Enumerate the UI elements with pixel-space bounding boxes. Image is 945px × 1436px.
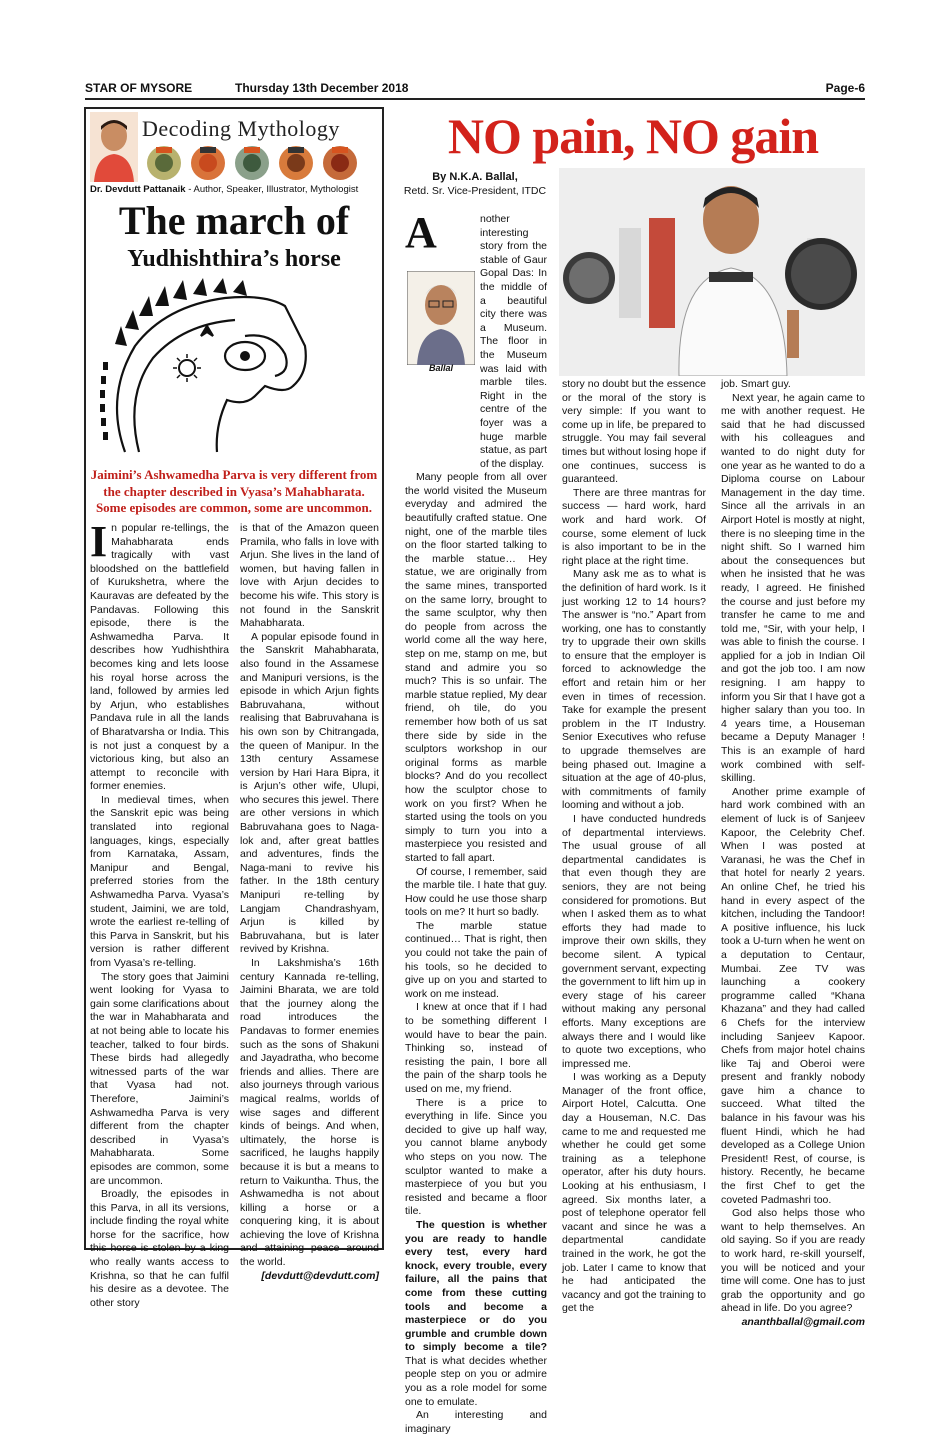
- publication-name: STAR OF MYSORE: [85, 81, 193, 95]
- paragraph: Many people from all over the world visited the Museum everyday and admired the beautifully crafted statue. One night, one of the marble tiles on the floor started talking to the marble statue… Hey statue, we are originally from the same mines, transported on the same lorry, brought to the same sculptor, why then do people from across the world come all the way here, step on me, stamp on me, but stand and admire you so much? This is so unfair. The marble statue replied, My dear friend, oh tile, do you remember how both of us sat there side by side in the sculptors workshop in our original forms as marble blocks? And do you recollect how the sculptor chose to work on you first? When he started using the tools on you simply to turn you into a masterpiece you resisted and started to fall apart.: [405, 471, 547, 864]
- issue-date: Thursday 13th December 2018: [235, 81, 409, 95]
- article-standfirst: Jaimini’s Ashwamedha Parva is very different from the chapter described in Vyasa’s Mahabharata. Some episodes are common, some are uncommon.: [90, 467, 378, 515]
- article-headline-no-pain: NO pain, NO gain: [447, 108, 819, 164]
- byline-name: By N.K.A. Ballal,: [432, 171, 518, 183]
- author-role: - Author, Speaker, Illustrator, Mythologist: [185, 184, 359, 195]
- paragraph: story no doubt but the essence or the moral of the story is very simple: If you want to come up in life, be prepared to struggle. You may fail several times but without losing hope if one continues, success is guaranteed.: [562, 378, 706, 486]
- paragraph: A popular episode found in the Sanskrit Mahabharata, also found in the Assamese and Manipuri versions, is the episode in which Arjun fights Babruvahana, without realising that Babruvahana is his own son by Chitrangada, the queen of Manipur. In the 13th century Assamese version by Hari Hara Bipra, it is Arjun’s other wife, Ulupi, who secures this jewel. There are other versions in which Babruvahana goes to Naga-lok and, after great battles and adventures, finds the Naga-mani to revive his father. In the 18th century Manipuri re-telling by Langjam Chandrashyam, Arjun is killed by Babruvahana, but is later revived by Krishna.: [240, 630, 379, 956]
- right-article-column-1: [405, 208, 547, 1436]
- drop-cap: I: [90, 517, 108, 566]
- left-article-column-1: [90, 517, 229, 1310]
- paragraph: Broadly, the episodes in this Parva, in all its versions, include finding the royal white horse for the sacrifice, how this horse is stolen by a king who really wants access to Krishna, so that he can fulfil his desire as a devotee. The other story: [90, 1188, 229, 1309]
- byline-role: Retd. Sr. Vice-President, ITDC: [403, 185, 547, 197]
- paragraph: Another prime example of hard work combined with an element of luck is of Sanjeev Kapoor, the Celebrity Chef. When I was posted at Varanasi, he was the Chef in that hotel for nearly 2 years. An online Chef, he tried his hand in every aspect of the kitchen, including the Tandoor! A positive influence, his luck took a U-turn when he went on a deputation to Centaur, Mumbai. Zee TV was launching a cookery programme called “Khana Khazana” and they had called 6 Chefs for the interview including Sanjeev Kapoor. Chefs from major hotel chains like Taj and Oberoi were present and frankly nobody gave him a chance to succeed. What tilted the balance in his favour was his fluent Hindi, which he had developed as a College Union President! Rest, of course, is history. Recently, he became the first Chef to get the coveted Padmashri too.: [721, 785, 865, 1206]
- author-portrait: [90, 112, 138, 182]
- paragraph: job. Smart guy.: [721, 378, 791, 390]
- horse-illustration: [95, 276, 355, 466]
- page-number: Page-6: [825, 81, 865, 95]
- kathakali-masks: [142, 142, 378, 184]
- paragraph: Many ask me as to what is the definition of hard work. Is it just working 12 to 14 hours? The answer is “no.” Apart from working, one has to constantly try to upgrade their own skills to ensure that the employer is forced to acknowledge the effort and retain him or her even in times of recession. Take for example the present problem in the IT Industry. Senior Executives who refuse to upgrade themselves are being phased out. Imagine a situation at the age of 40-plus, with commitments of family looming and without a job.: [562, 568, 706, 812]
- right-article-column-2: [562, 378, 706, 1316]
- paragraph: [405, 1219, 547, 1409]
- column-title: Decoding Mythology: [142, 116, 340, 141]
- photo-caption: Ballal: [428, 363, 453, 373]
- author-credit: [90, 184, 378, 195]
- article-headline: The march of: [118, 198, 350, 243]
- paragraph: God also helps those who want to help themselves. An old saying. So if you are ready to work hard, re-skill yourself, you will be noticed and your time will come. One has to just grab the opportunity and go ahead in life. Do you agree?: [721, 1207, 865, 1315]
- paragraph-text: That is what decides whether people step on you or admire you as a role model for some one to emulate.: [405, 1354, 547, 1408]
- paragraph: I knew at once that if I had to be something different I would have to bear the pain. Thinking so, instead of resisting the pain, I bore all the pain of the sharp tools he used on me, my friend.: [405, 1001, 547, 1095]
- paragraph: The marble statue continued… That is right, then you could not take the pain of his tools, so he decided to give up on you and started to work on me instead.: [405, 919, 547, 1000]
- paragraph: There is a price to everything in life. Since you decided to give up half way, you cannot blame anybody who steps on you now. The sculptor wanted to make a masterpiece of you but you resisted and became a floor tile.: [405, 1096, 547, 1218]
- masthead: [85, 80, 865, 100]
- paragraph: In medieval times, when the Sanskrit epic was being translated into regional languages, kings, especially from Karnataka, Assam, Manipur and Bengal, preferred stories from the Ashwamedha Parva. Vyasa’s student, Jaimini, we are told, wrote the earliest re-telling of this Parva in Sanskrit, but his version is rather different from Vyasa’s re-telling.: [90, 793, 229, 969]
- paragraph: is that of the Amazon queen Pramila, who falls in love with Arjun. She lives in the land of women, but having fallen in love with Arjun decides to become his wife. This story is not found in the Sanskrit Mahabharata.: [240, 522, 379, 630]
- author-email[interactable]: ananthballal@gmail.com: [741, 1315, 865, 1328]
- paragraph-text: n popular re-tellings, the Mahabharata ends tragically with vast bloodshed on the battlefield of Kurukshetra, where the Kauravas are defeated by the Pandavas. Following this episode, there is the Ashwamedha Parva. It describes how Yudhishthira becomes king and lets loose his royal horse across the land, followed by armies led by Arjun, who establishes Pandava rule in all the lands of Bharatvarsha or India. This is not just a conquest by a victorious king, but also an attempt to reconcile with former enemies.: [90, 522, 229, 793]
- lead-paragraph: [405, 208, 547, 471]
- paragraph: There are three mantras for success — hard work, hard work and hard work. Of course, some element of luck is also important to be in the right place at the right time.: [562, 486, 706, 567]
- paragraph: The story goes that Jaimini went looking for Vyasa to gain some clarifications about the war in Mahabharata and at not being able to locate his teacher, talked to four birds. These birds had allegedly witnessed parts of the war that Vyasa had not. Therefore, Jaimini’s Ashwamedha Parva is very different from the chapter described in Vyasa’s Mahabharata. Some episodes are common, some are uncommon.: [90, 970, 229, 1187]
- author-name: Dr. Devdutt Pattanaik: [90, 184, 186, 195]
- paragraph: An interesting and imaginary: [405, 1409, 547, 1435]
- left-article-column-2: [240, 522, 379, 1283]
- paragraph: I was working as a Deputy Manager of the front office, Airport Hotel, Calcutta. One day a Houseman, N.C. Das came to me and requested me whether he could get some training as a telephone operator, after his duty hours. Looking at his enthusiasm, I agreed. Six months later, a post of telephone operator fell vacant and since he was a departmental candidate trained in the work, he got the job. Later I came to know that he had anticipated the vacancy and got the training to get the: [562, 1071, 706, 1315]
- byline: [400, 170, 550, 198]
- paragraph: [90, 517, 229, 794]
- chef-photo: [559, 168, 865, 376]
- paragraph: Of course, I remember, said the marble tile. I hate that guy. How could he use those sharp tools on me? It hurt so badly.: [405, 865, 547, 919]
- bold-passage: The question is whether you are ready to handle every test, every hard knock, every trouble, every failure, all the pains that come from these cutting tools and become a masterpiece or do you grumble and crumble down to simply become a tile?: [405, 1218, 547, 1354]
- author-email[interactable]: [devdutt@devdutt.com]: [261, 1269, 379, 1282]
- right-article-column-3: [721, 378, 865, 1330]
- column-banner: [90, 112, 378, 184]
- paragraph: Next year, he again came to me with another request. He said that he had discussed with his colleagues and wanted to do night duty for one year as he wanted to do a Diploma course on Labour Management in the day time. Since all the arrivals in an Airport Hotel is mostly at night, there is no sleeping time in the night shift. So I warned him about the consequences but when he insisted that he was ready, I agreed. He finished the course and just before my transfer he came to me and told me, “Sir, with your help, I was able to finish the course. I applied for a job in Indian Oil and got the job too. I am now resigning. I am happy to inform you Sir that I have got a higher salary than you too. In 4 years time, a Houseman became a Deputy Manager ! This is an example of hard work combined with self-skilling.: [721, 391, 865, 785]
- paragraph: I have conducted hundreds of departmental interviews. The usual grouse of all departmental candidates is that even though they are seniors, they are not being considered for promotions. But when I asked them as to what efforts they had made to improve their own skills, they become silent. A typical government servant, expecting the government to lift him up in every stage of his career without making any personal efforts. Many exceptions are always there and I would like to quote two exceptions, who impressed me.: [562, 813, 706, 1070]
- drop-cap: A: [405, 208, 437, 257]
- paragraph-text: nother interesting story from the stable of Gaur Gopal Das: In the middle of a beautiful city there was a Museum. The floor in the Museum was laid with marble tiles. Right in the centre of the foyer was a huge marble statue, as part of the display.: [480, 213, 547, 470]
- article-subheadline: Yudhishthira’s horse: [127, 246, 341, 272]
- paragraph: In Lakshmisha’s 16th century Kannada re-telling, Jaimini Bharata, we are told that the journey along the road introduces the Pandavas to former enemies such as the sons of Shakuni and Jayadratha, who become friends and allies. There are also journeys through various magical realms, worlds of wise sages and different kinds of beings. And when, ultimately, the horse is sacrificed, he laughs happily because it is but a means to return to Vaikuntha. Thus, the Ashwamedha is not about killing a horse or a conquering king, it is about achieving the love of Krishna and attaining peace around the world.: [240, 957, 379, 1269]
